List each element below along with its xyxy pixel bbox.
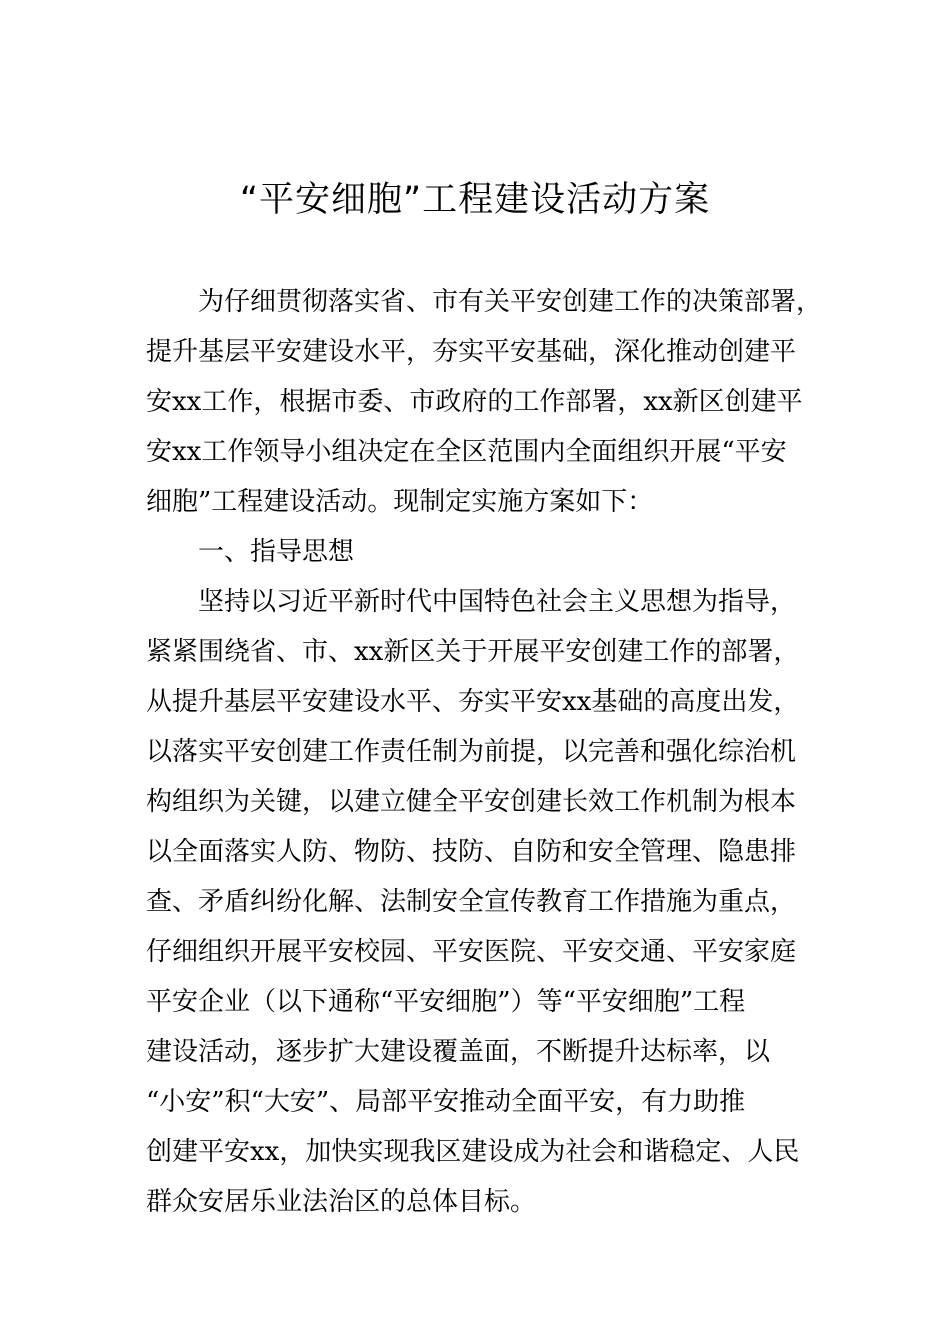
text-line: 提升基层平安建设水平，夯实平安基础，深化推动创建平 [146,337,797,367]
text-line: 平安企业（以下通称“平安细胞”）等“平安细胞”工程 [146,987,746,1017]
text-line: 紧紧围绕省、市、xx新区关于开展平安创建工作的部署， [146,637,800,667]
text-line: 构组织为关键，以建立健全平安创建长效工作机制为根本 [146,787,797,817]
document-body [146,277,823,1227]
text-line: “小安”积“大安”、局部平安推动全面平安，有力助推 [146,1087,746,1117]
text-line: 一、指导思想 [198,537,355,567]
text-line: 以落实平安创建工作责任制为前提，以完善和强化综治机 [146,737,797,767]
text-line: 安xx工作，根据市委、市政府的工作部署，xx新区创建平 [146,387,803,417]
text-line: 为仔细贯彻落实省、市有关平安创建工作的决策部署， [198,287,823,317]
text-line: 细胞”工程建设活动。现制定实施方案如下： [146,487,654,517]
text-line: 以全面落实人防、物防、技防、自防和安全管理、隐患排 [146,837,797,867]
text-line: 群众安居乐业法治区的总体目标。 [146,1187,537,1217]
text-line: 查、矛盾纠纷化解、法制安全宣传教育工作措施为重点， [146,887,797,917]
text-line: 从提升基层平安建设水平、夯实平安xx基础的高度出发， [146,687,800,717]
text-line: 仔细组织开展平安校园、平安医院、平安交通、平安家庭 [146,937,797,967]
document-title: “平安细胞”工程建设活动方案 [239,180,711,220]
text-line: 建设活动，逐步扩大建设覆盖面，不断提升达标率，以 [146,1037,771,1067]
text-line: 创建平安xx，加快实现我区建设成为社会和谐稳定、人民 [146,1137,800,1167]
text-line: 安xx工作领导小组决定在全区范围内全面组织开展“平安 [146,437,787,467]
text-line: 坚持以习近平新时代中国特色社会主义思想为指导， [198,587,797,617]
